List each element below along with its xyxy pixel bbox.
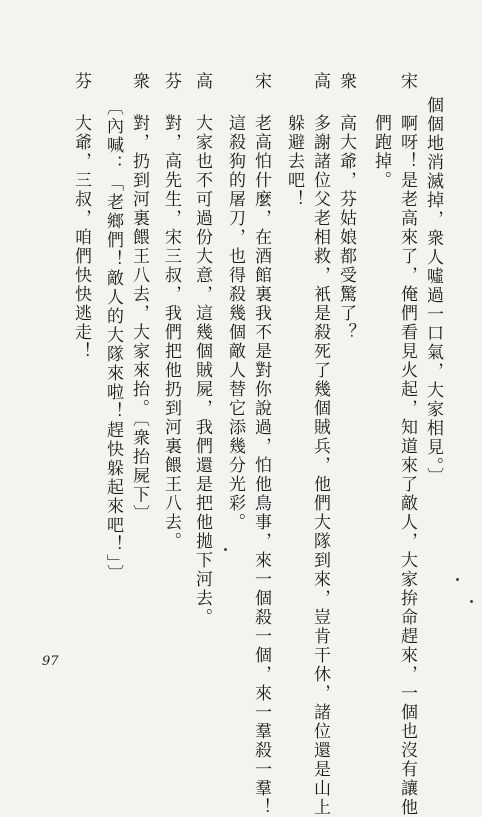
page-number: 97 xyxy=(42,654,59,669)
speaker-label-7: 宋 xyxy=(251,72,271,95)
text-column-5: 多謝諸位父老相救，衹是殺死了幾個賊兵，他們大隊到來，豈肯干休，諸位還是山上 xyxy=(310,114,330,817)
ink-speck xyxy=(224,548,227,551)
text-column-8: 這殺狗的屠刀，也得殺幾個敵人替它添幾分光彩。 xyxy=(225,114,245,532)
text-column-6: 躲避去吧！ xyxy=(284,114,304,209)
text-column-13: 大爺，三叔，咱們快快逃走！ xyxy=(71,114,91,361)
speaker-label-10: 芬 xyxy=(161,72,181,95)
speaker-label-2: 宋 xyxy=(397,72,417,95)
speaker-label-4: 衆 xyxy=(336,72,356,95)
text-column-1: 個個地消滅掉，衆人噓過一口氣，大家相見。〕 xyxy=(423,96,443,487)
text-column-3: 們跑掉。 xyxy=(371,114,391,190)
speaker-label-11: 衆 xyxy=(129,72,149,95)
text-column-11: 對，扔到河裏餵王八去，大家來抬。〔衆抬屍下〕 xyxy=(129,114,149,524)
text-column-12: 〔內喊：「老鄉們！敵人的大隊來啦！趕快躲起來吧！」〕 xyxy=(103,98,123,584)
ink-speck xyxy=(456,578,459,581)
text-column-9: 大家也不可過份大意，這幾個賊屍，我們還是把他拋下河去。 xyxy=(192,114,212,627)
text-column-10: 對，高先生，宋三叔，我們把他扔到河裏餵王八去。 xyxy=(161,114,181,551)
speaker-label-5: 高 xyxy=(310,72,330,95)
text-column-2: 啊呀！是老高來了，俺們看見火起，知道來了敵人，大家拚命趕來，一個也沒有讓他 xyxy=(397,114,417,817)
speaker-label-9: 高 xyxy=(192,72,212,95)
text-column-4: 高大爺，芬姑娘都受驚了？ xyxy=(336,114,356,342)
speaker-label-13: 芬 xyxy=(71,72,91,95)
ink-speck xyxy=(470,600,473,603)
text-column-7: 老高怕什麼，在酒館裏我不是對你說過，怕他鳥事，來一個殺一個，來一羣殺一羣！ xyxy=(251,114,271,817)
